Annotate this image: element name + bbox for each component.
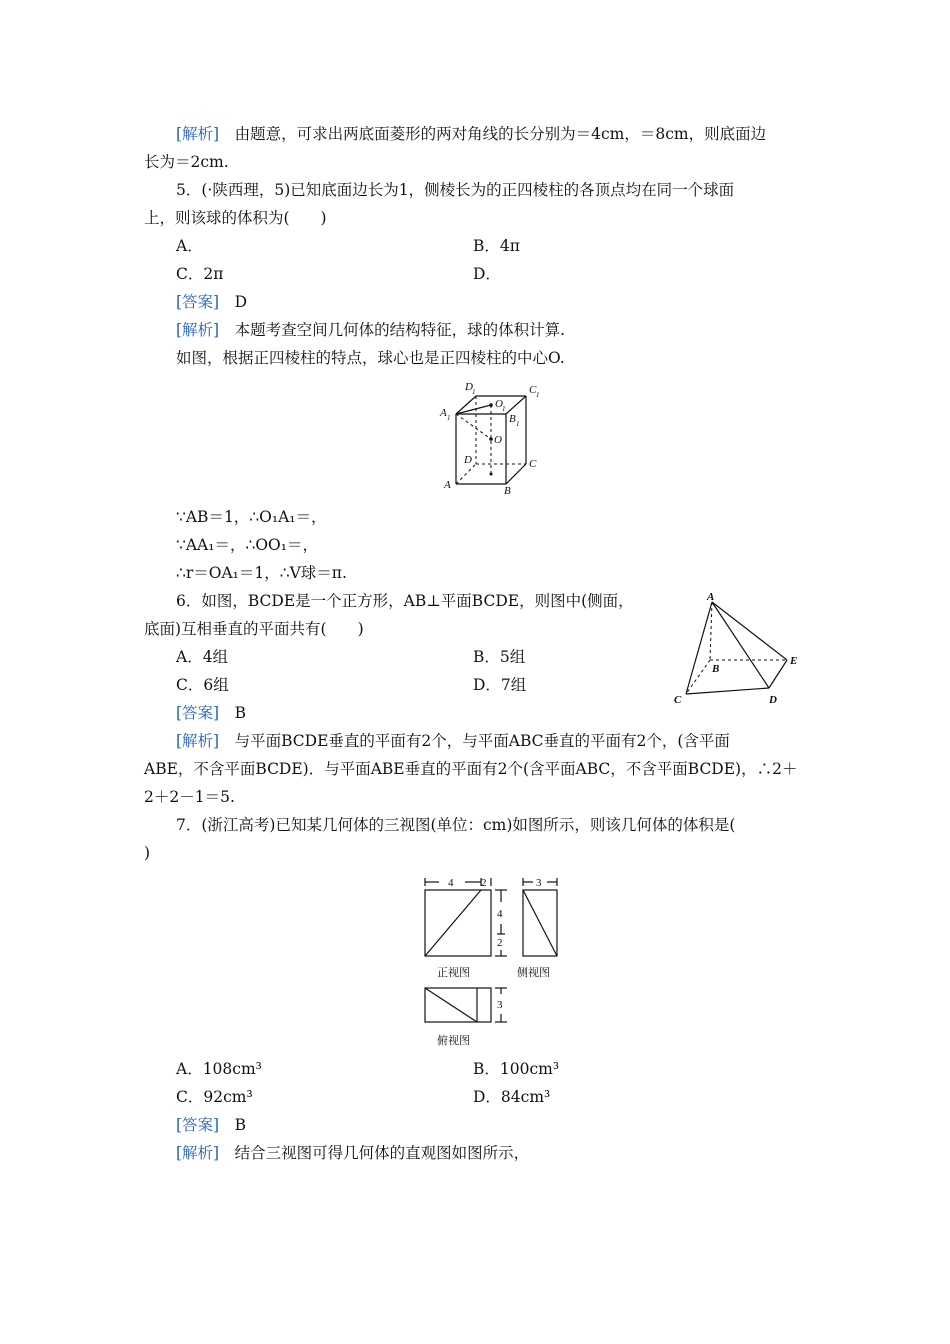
q5-step1: ∵AB＝1，∴O₁A₁＝，	[176, 508, 327, 526]
dim-height-4: 4	[497, 908, 503, 920]
answer-tag: [答案]	[176, 704, 220, 722]
label-b: B	[712, 663, 720, 675]
q6-answer	[176, 703, 246, 723]
point-o	[489, 437, 493, 441]
label-e: E	[790, 655, 798, 667]
label-d1: D	[465, 381, 473, 393]
q7-stem-line2: )	[144, 844, 151, 862]
point-o1	[489, 403, 493, 407]
q7-answer-value: B	[234, 1116, 247, 1134]
svg-text:1: 1	[536, 391, 540, 399]
q7-analysis-line1: [解析] 结合三视图可得几何体的直观图如图所示，	[176, 1144, 530, 1162]
q6-analysis-line1: [解析] 与平面BCDE垂直的平面有2个，与平面ABC垂直的平面有2个，(含平面	[176, 732, 730, 750]
q5-analysis-line2: 如图，根据正四棱柱的特点，球心也是正四棱柱的中心O.	[176, 349, 565, 367]
q6-stem-line2: 底面)互相垂直的平面共有( )	[144, 620, 364, 638]
dim-side-3: 3	[536, 877, 542, 889]
q7-option-d: D．84cm³	[473, 1088, 551, 1106]
label-a: A	[444, 479, 451, 491]
q5-option-c: C．2π	[176, 265, 224, 283]
svg-text:1: 1	[447, 414, 451, 422]
q6-option-c: C．6组	[176, 676, 229, 694]
label-o1: O	[495, 398, 503, 410]
svg-text:1: 1	[472, 388, 476, 396]
q5-answer-value: D	[234, 293, 248, 311]
label-c: C	[674, 694, 682, 706]
dim-height-2: 2	[497, 937, 503, 949]
q7-option-c: C．92cm³	[176, 1088, 253, 1106]
label-c1: C	[529, 384, 537, 396]
label-o: O	[494, 434, 502, 446]
q6-option-a: A．4组	[176, 648, 229, 666]
q5-option-d: D．	[473, 265, 501, 283]
q5-analysis-line1: [解析] 本题考查空间几何体的结构特征，球的体积计算.	[176, 321, 566, 339]
front-view-caption: 正视图	[437, 967, 470, 979]
q5-option-b: B．4π	[473, 237, 520, 255]
q4-analysis-line2: 长为＝2cm.	[144, 153, 229, 171]
q7-option-b: B．100cm³	[473, 1060, 560, 1078]
top-view-caption: 俯视图	[437, 1035, 470, 1047]
label-b1: B	[509, 413, 516, 425]
q6-stem-line1: 6．如图，BCDE是一个正方形，AB⊥平面BCDE，则图中(侧面，	[176, 592, 634, 610]
label-a1: A	[440, 407, 447, 419]
analysis-tag: [解析]	[176, 321, 220, 339]
analysis-tag: [解析]	[176, 1144, 220, 1162]
q6-option-d: D．7组	[473, 676, 527, 694]
q5-stem-line1: 5．(·陕西理，5)已知底面边长为1，侧棱长为的正四棱柱的各顶点均在同一个球面	[176, 181, 735, 199]
three-view-figure	[415, 872, 575, 1050]
label-d: D	[464, 454, 472, 466]
q7-option-a: A．108cm³	[176, 1060, 262, 1078]
q6-analysis-line3: 2＋2－1＝5.	[144, 788, 235, 806]
svg-text:1: 1	[516, 420, 520, 428]
q5-step2: ∵AA₁＝，∴OO₁＝，	[176, 536, 318, 554]
q5-stem-line2: 上，则该球的体积为( )	[144, 209, 327, 227]
label-b: B	[504, 485, 511, 494]
label-d: D	[769, 694, 777, 706]
q6-analysis-line2: ABE，不含平面BCDE)．与平面ABE垂直的平面有2个(含平面ABC，不含平面BCDE)，∴2＋	[144, 760, 798, 778]
dim-front-4: 4	[448, 877, 454, 889]
pyramid-figure	[672, 590, 812, 710]
q7-answer	[176, 1115, 246, 1135]
svg-text:1: 1	[502, 405, 506, 413]
point-bottom-center	[490, 473, 493, 476]
dim-front-2: 2	[481, 877, 487, 889]
side-view-caption: 侧视图	[517, 967, 550, 979]
q5-answer	[176, 292, 247, 312]
q7-stem-line1: 7．(浙江高考)已知某几何体的三视图(单位：cm)如图所示，则该几何体的体积是(	[176, 816, 736, 834]
analysis-tag: [解析]	[176, 125, 220, 143]
q6-option-b: B．5组	[473, 648, 526, 666]
analysis-tag: [解析]	[176, 732, 220, 750]
prism-figure	[436, 376, 546, 494]
q6-answer-value: B	[234, 704, 247, 722]
q5-step3: ∴r＝OA₁＝1，∴V球＝π.	[176, 564, 347, 582]
dim-top-3: 3	[497, 999, 503, 1011]
answer-tag: [答案]	[176, 1116, 220, 1134]
label-c: C	[529, 458, 537, 470]
q5-option-a: A．	[176, 237, 203, 255]
q4-analysis-line1: [解析] 由题意，可求出两底面菱形的两对角线的长分别为＝4cm，＝8cm，则底面边	[176, 125, 767, 143]
answer-tag: [答案]	[176, 293, 220, 311]
label-a: A	[707, 591, 715, 603]
